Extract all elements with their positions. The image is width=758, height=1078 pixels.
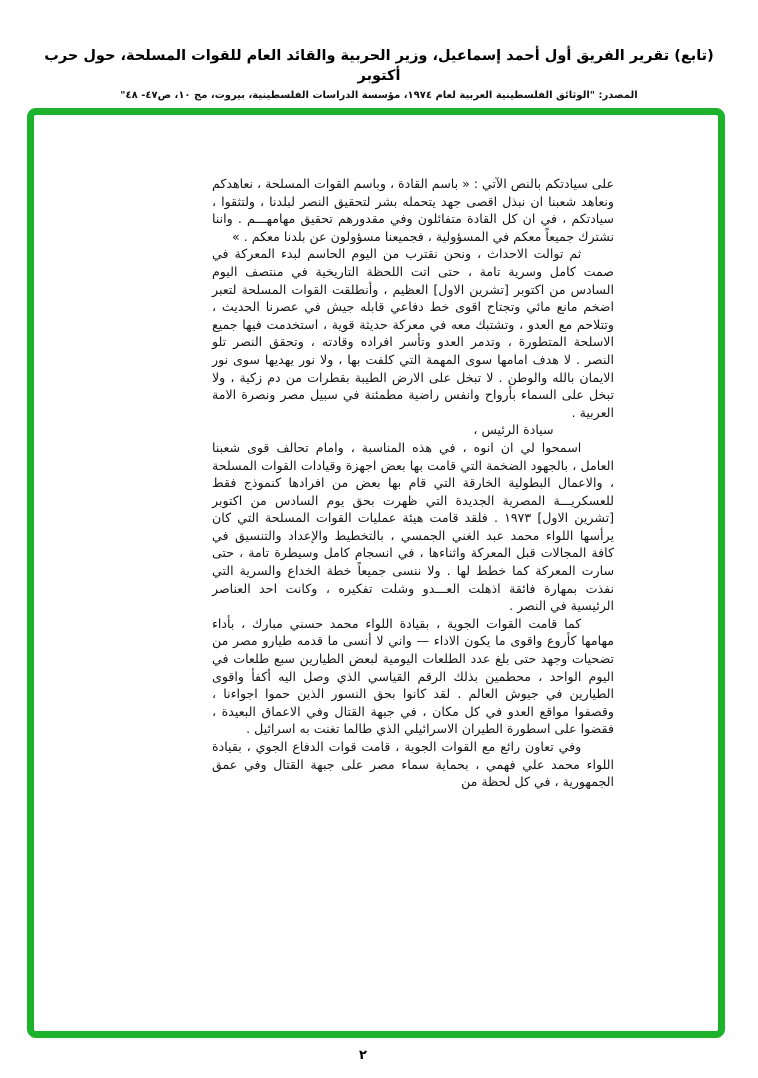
paragraph: سيادة الرئيس ،: [473, 422, 554, 438]
document-paragraphs: [212, 175, 614, 791]
paragraph: على سيادتكم بالنص الآتي : « باسم القادة ، وباسم القوات المسلحة ، نعاهدكم ونعاهد شعبنا ان نبذل اقصى جهد يتحمله بشر لتحقيق النصر لبلدنا ، ولتثقوا ، سيادتكم ، في ان كل القادة متفائلون وفي مقدورهم تحقيق مهامهـــم . واننا نشترك جميعاً معكم في المسؤولية ، فجميعنا مسؤولون عن بلدنا معكم . »: [212, 176, 614, 244]
paragraph: ثم توالت الاحداث ، ونحن نقترب من اليوم الحاسم لبدء المعركة في صمت كامل وسرية تامة ، حتى اتت اللحظة التاريخية في منتصف اليوم السادس من اكتوبر [تشرين الاول] العظيم ، وأنطلقت القوات المسلحة لتعبر اضخم مانع مائي وتجتاح اقوى خط دفاعي قابله جيش في عصرنا الحديث ، وتتلاحم مع العدو ، وتشتبك معه في معركة حديثة قوية ، استخدمت فيها جميع الاسلحة المتطورة ، وتدمر العدو وتأسر افراده وقادته ، وتحقق النصر تلو النصر . لا هدف امامها سوى المهمة التي كلفت بها ، ولا نور يهديها سوى نور الايمان بالله والوطن . لا تبخل على الارض الطيبة بقطرات من دم زكية ، ولا تبخل على السماء بأرواح وانفس راضية مطمئنة في سبيل مصر ونصرة الامة العربية .: [212, 246, 614, 420]
document-header: [39, 46, 719, 101]
paragraph: وفي تعاون رائع مع القوات الجوية ، قامت قوات الدفاع الجوي ، بقيادة اللواء محمد علي فهمي ، بحماية سماء مصر على جبهة القتال وفي عمق الجمهورية ، في كل لحظة من: [212, 739, 614, 790]
source-citation: المصدر: "الوثائق الفلسطينية العربية لعام ١٩٧٤، مؤسسة الدراسات الفلسطينية، بيروت، مج ١٠، ص٤٧- ٤٨": [120, 90, 638, 101]
paragraph: كما قامت القوات الجوية ، بقيادة اللواء محمد حسني مبارك ، بأداء مهامها كأروع واقوى ما يكون الاداء — واني لا أنسى ما قدمه طيارو مصر من تضحيات وجهد حتى بلغ عدد الطلعات اليومية لبعض الطيارين سبع طلعات في اليوم الواحد ، محطمين بذلك الرقم القياسي الذي وصل اليه أكفأ واقوى الطيارين في جيوش العالم . لقد كانوا بحق النسور الذين حموا اجواءنا ، وقصفوا مواقع العدو في كل مكان ، في جبهة القتال وفي الاعماق البعيدة ، فقضوا على اسطورة الطيران الاسرائيلي الذي طالما تغنت به اسرائيل .: [212, 615, 614, 737]
paragraph: اسمحوا لي ان انوه ، في هذه المناسبة ، وامام تحالف قوى شعبنا العامل ، بالجهود الضخمة التي قامت بها بعض اجهزة وقيادات القوات المسلحة ، والاعمال البطولية الخارقة التي قام بها بعض من افرادها كنموذج فقط للعسكريـــة المصرية الجديدة التي ظهرت بحق يوم السادس من اكتوبر [تشرين الاول] ١٩٧٣ . فلقد قامت هيئة عمليات القوات المسلحة التي كان يرأسها اللواء محمد عبد الغني الجمسي ، بالتخطيط والإعداد والتنسيق في كافة المجالات قبل المعركة واثناءها ، في انسجام كامل وسيطرة تامة ، حتى سارت المعركة كما خطط لها . ولا ننسى جميعاً خطة الخداع والسرية التي نفذت بمهارة فائقة اذهلت العـــدو وشلت تفكيره ، وكانت احد العناصر الرئيسية في النصر .: [212, 439, 615, 614]
content-border-frame: [27, 108, 725, 1038]
page-number: ٢: [359, 1048, 367, 1063]
document-title: (تابع) تقرير الفريق أول أحمد إسماعيل، وزير الحربية والقائد العام للقوات المسلحة، حول حرب أكتوبر: [44, 48, 714, 84]
